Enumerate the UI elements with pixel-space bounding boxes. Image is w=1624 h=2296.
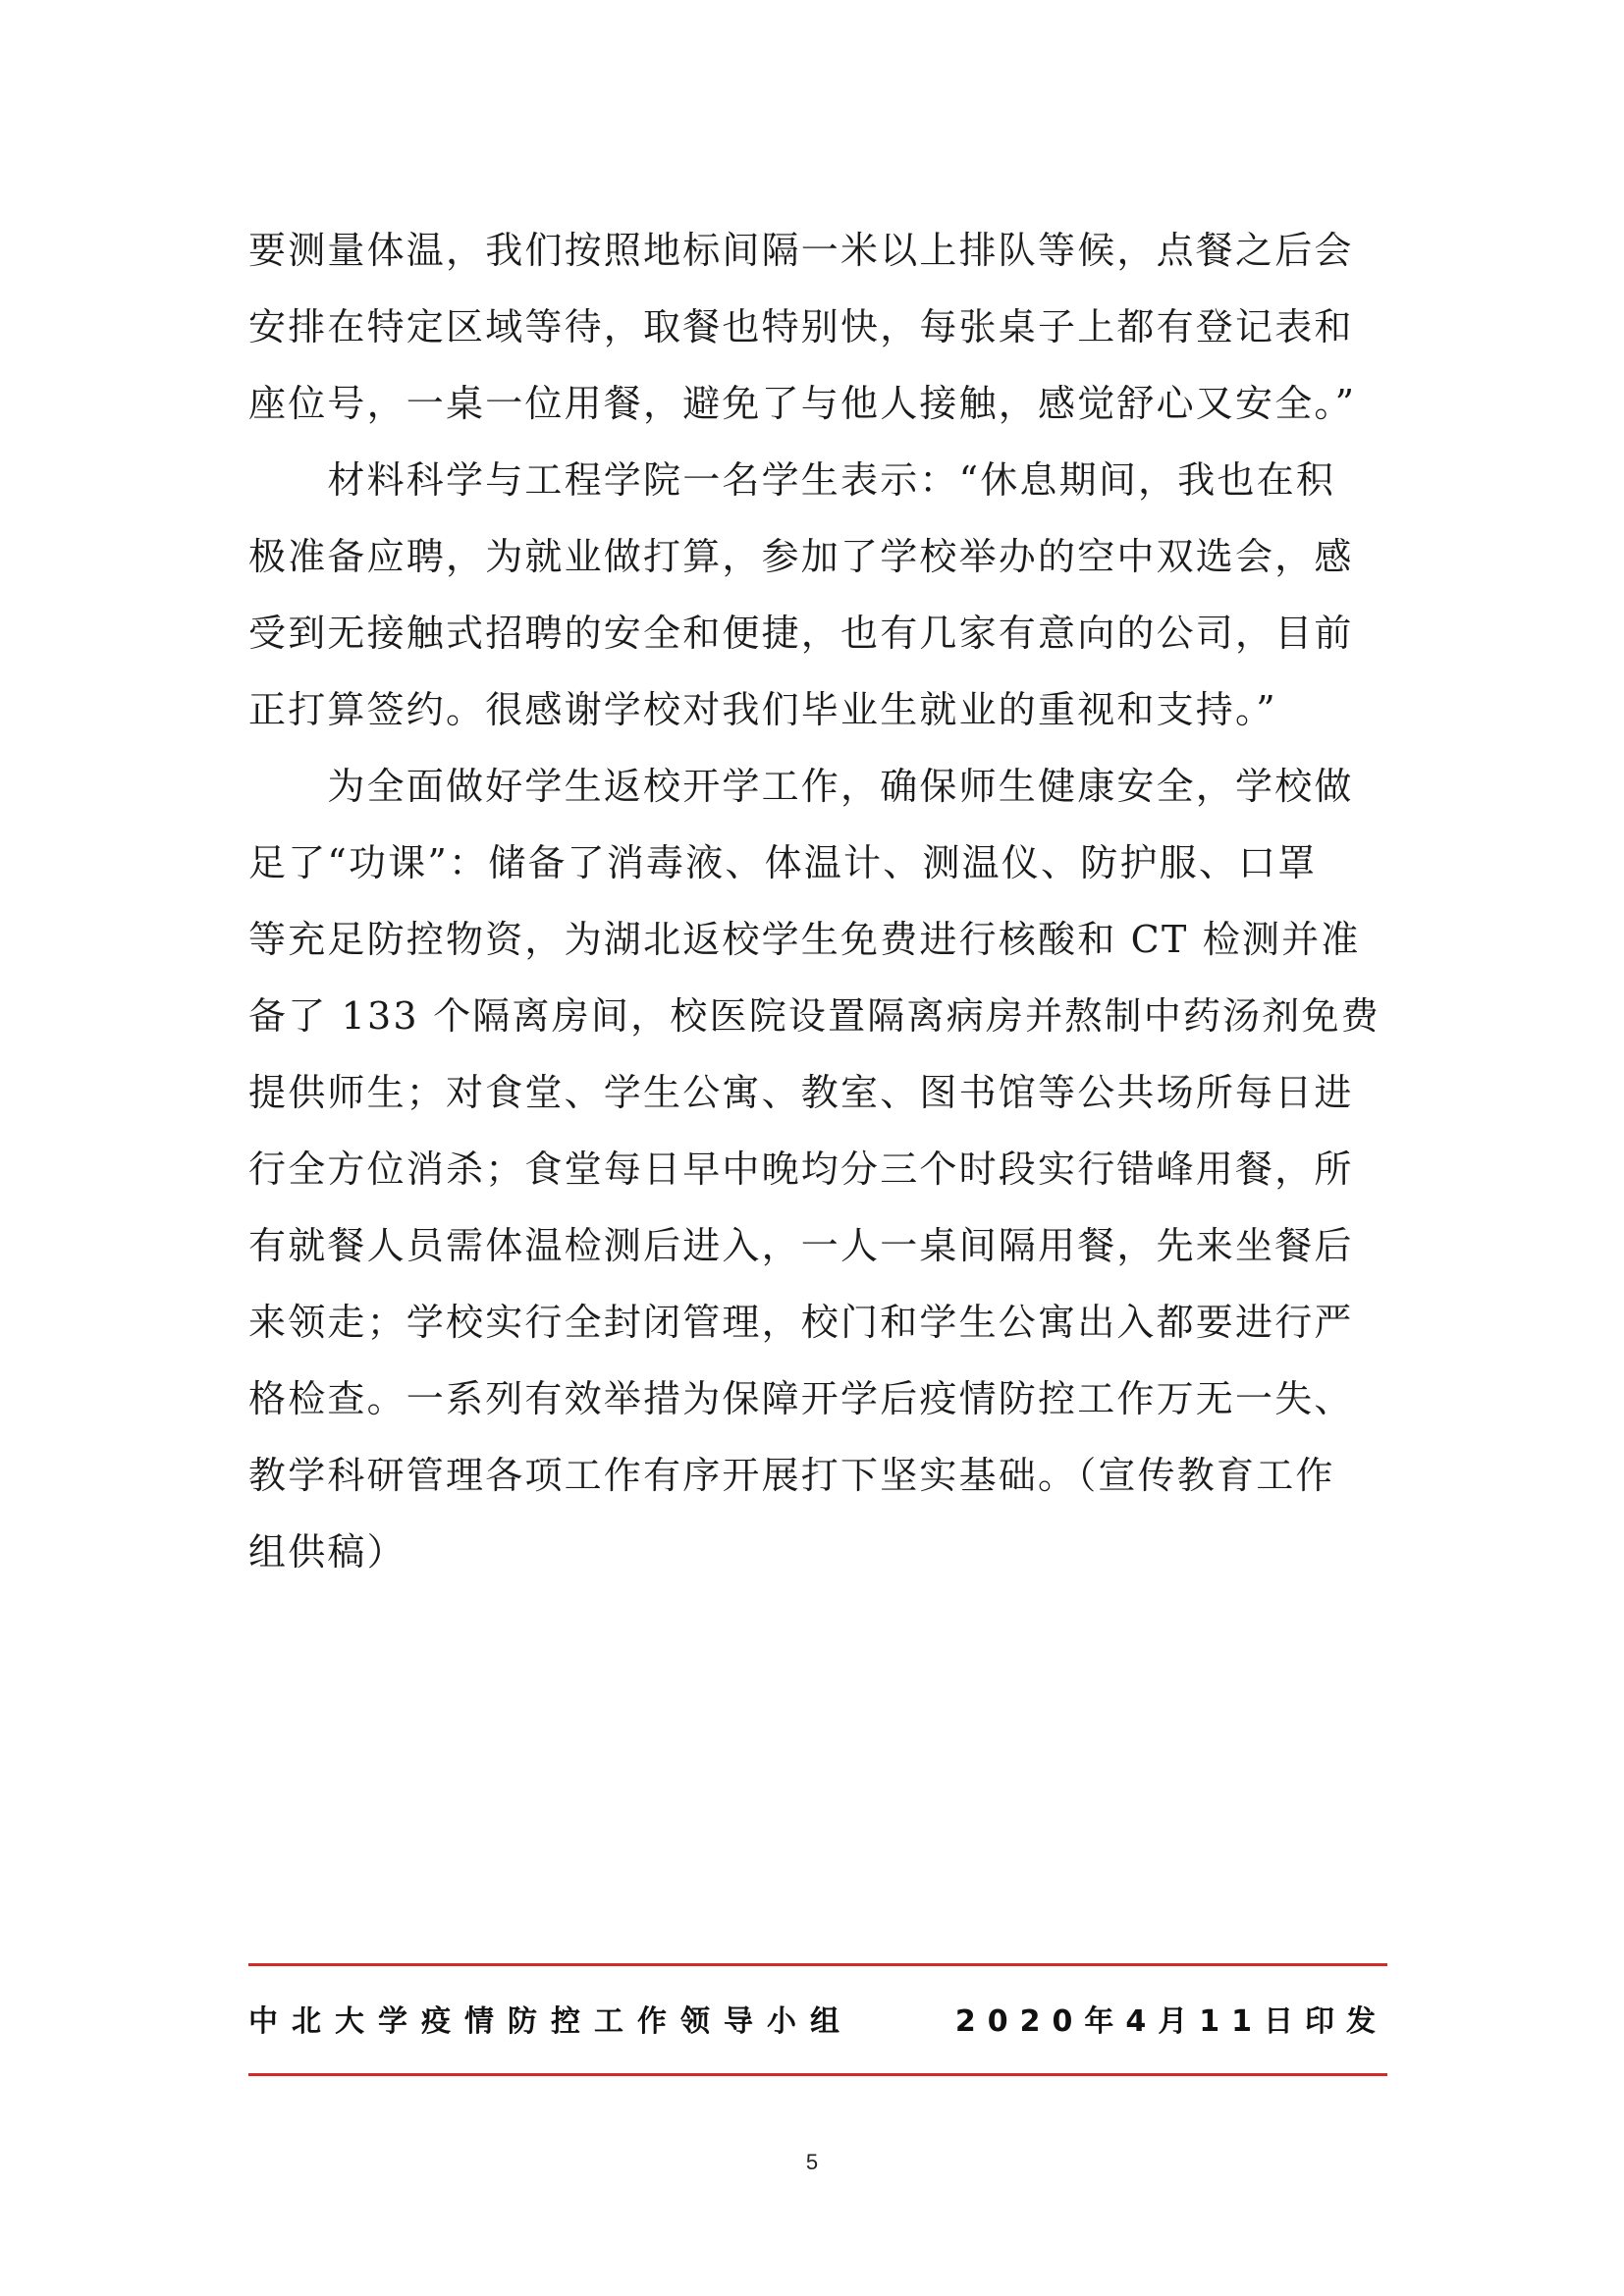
page-number: 5 <box>805 2150 819 2174</box>
body-line: 来领走；学校实行全封闭管理，校门和学生公寓出入都要进行严 <box>248 1301 1354 1344</box>
article-body <box>248 212 1387 1590</box>
body-line: 足了“功课”：储备了消毒液、体温计、测温仪、防护服、口罩 <box>248 841 1318 884</box>
body-line: 格检查。一系列有效举措为保障开学后疫情防控工作万无一失、 <box>248 1377 1354 1420</box>
footer-top-rule <box>248 1963 1387 1966</box>
body-line: 为全面做好学生返校开学工作，确保师生健康安全，学校做 <box>248 765 1354 808</box>
body-line: 组供稿） <box>248 1530 406 1574</box>
body-line: 座位号，一桌一位用餐，避免了与他人接触，感觉舒心又安全。” <box>248 382 1357 425</box>
body-line: 要测量体温，我们按照地标间隔一米以上排队等候，点餐之后会 <box>248 229 1354 272</box>
footer-bottom-rule <box>248 2073 1387 2076</box>
body-line: 材料科学与工程学院一名学生表示：“休息期间，我也在积 <box>248 458 1336 502</box>
body-line: 安排在特定区域等待，取餐也特别快，每张桌子上都有登记表和 <box>248 305 1354 348</box>
body-line: 正打算签约。很感谢学校对我们毕业生就业的重视和支持。” <box>248 688 1277 731</box>
body-line: 有就餐人员需体温检测后进入，一人一桌间隔用餐，先来坐餐后 <box>248 1224 1354 1267</box>
footer-row <box>248 1997 1387 2046</box>
body-line: 等充足防控物资，为湖北返校学生免费进行核酸和 CT 检测并准 <box>248 918 1361 961</box>
body-line: 极准备应聘，为就业做打算，参加了学校举办的空中双选会，感 <box>248 535 1354 578</box>
body-line: 备了 133 个隔离房间，校医院设置隔离病房并熬制中药汤剂免费 <box>248 994 1380 1038</box>
body-line: 提供师生；对食堂、学生公寓、教室、图书馆等公共场所每日进 <box>248 1071 1354 1114</box>
body-line: 教学科研管理各项工作有序开展打下坚实基础。（宣传教育工作 <box>248 1454 1335 1497</box>
body-line: 行全方位消杀；食堂每日早中晚均分三个时段实行错峰用餐，所 <box>248 1148 1354 1191</box>
issue-date: 2020年4月11日印发 <box>954 2004 1387 2039</box>
issuing-organization: 中北大学疫情防控工作领导小组 <box>248 2004 853 2039</box>
body-line: 受到无接触式招聘的安全和便捷，也有几家有意向的公司，目前 <box>248 612 1354 655</box>
